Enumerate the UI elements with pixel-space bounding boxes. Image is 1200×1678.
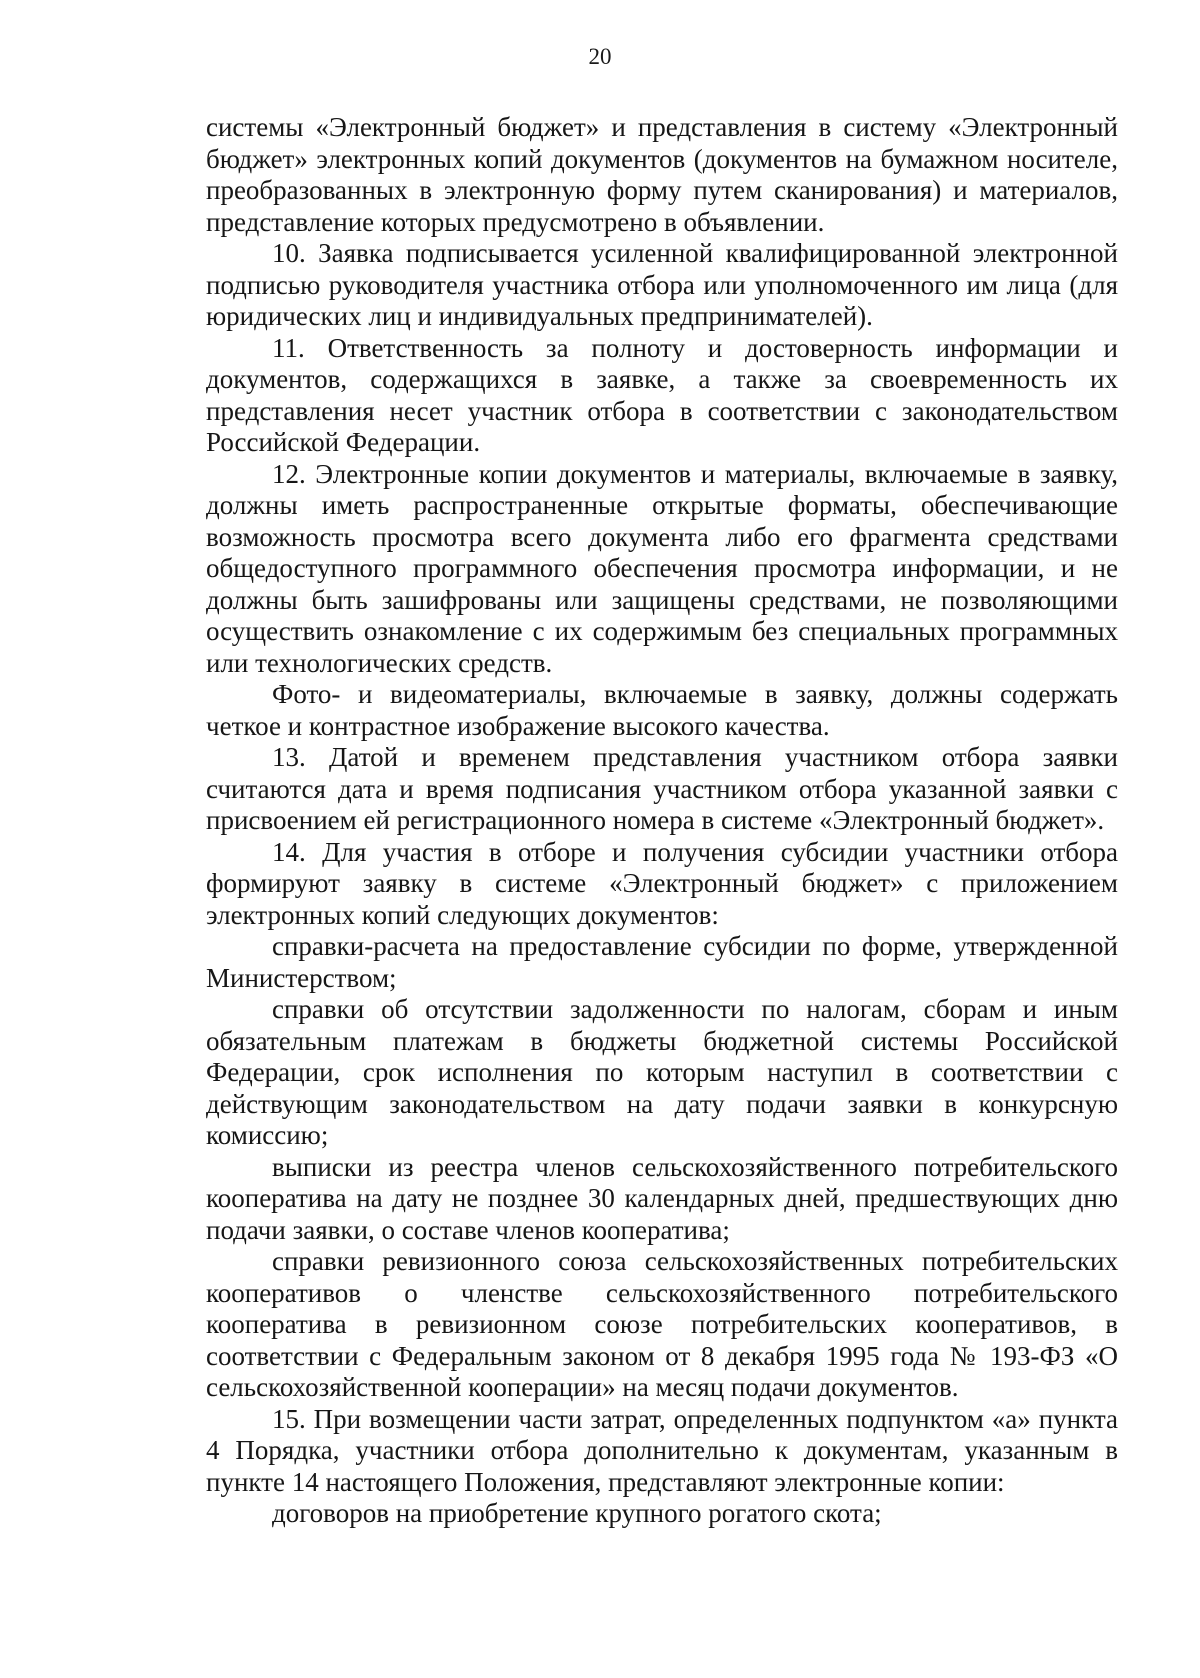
list-item-tax-certificate: справки об отсутствии задолженности по налогам, сборам и иным обязательным платежам в бюджеты бюджетной системы Российской Федерации, срок исполнения по которым наступил в соответствии с действующим законодательством на дату подачи заявки в конкурсную комиссию;	[206, 994, 1118, 1150]
paragraph-12: 12. Электронные копии документов и материалы, включаемые в заявку, должны иметь распространенные открытые форматы, обеспечивающие возможность просмотра всего документа либо его фрагмента средствами общедоступного программного обеспечения просмотра информации, и не должны быть зашифрованы или защищены средствами, не позволяющими осуществить ознакомление с их содержимым без специальных программных или технологических средств.	[206, 458, 1118, 678]
page-number: 20	[588, 44, 612, 69]
list-item-audit-union-certificate: справки ревизионного союза сельскохозяйственных потребительских кооперативов о членстве сельскохозяйственного потребительского кооператива в ревизионном союзе потребительских кооперативов, в соответствии с Федеральным законом от 8 декабря 1995 года № 193-ФЗ «О сельскохозяйственной кооперации» на месяц подачи документов.	[206, 1246, 1118, 1402]
document-body	[206, 112, 1118, 1530]
list-item-calculation-certificate: справки-расчета на предоставление субсидии по форме, утвержденной Министерством;	[206, 931, 1118, 993]
paragraph-10: 10. Заявка подписывается усиленной квалифицированной электронной подписью руководителя участника отбора или уполномоченного им лица (для юридических лиц и индивидуальных предпринимателей).	[206, 238, 1118, 331]
list-item-cattle-contracts: договоров на приобретение крупного рогатого скота;	[272, 1498, 882, 1528]
paragraph-13: 13. Датой и временем представления участником отбора заявки считаются дата и время подписания участником отбора указанной заявки с присвоением ей регистрационного номера в системе «Электронный бюджет».	[206, 742, 1118, 835]
paragraph-12-media: Фото- и видеоматериалы, включаемые в заявку, должны содержать четкое и контрастное изображение высокого качества.	[206, 679, 1118, 741]
paragraph-11: 11. Ответственность за полноту и достоверность информации и документов, содержащихся в заявке, а также за своевременность их представления несет участник отбора в соответствии с законодательством Российской Федерации.	[206, 332, 1118, 457]
list-item-member-register-extract: выписки из реестра членов сельскохозяйственного потребительского кооператива на дату не позднее 30 календарных дней, предшествующих дню подачи заявки, о составе членов кооператива;	[206, 1151, 1118, 1245]
paragraph-15: 15. При возмещении части затрат, определенных подпунктом «а» пункта 4 Порядка, участники отбора дополнительно к документам, указанным в пункте 14 настоящего Положения, представляют электронные копии:	[206, 1403, 1118, 1497]
paragraph-14: 14. Для участия в отборе и получения субсидии участники отбора формируют заявку в системе «Электронный бюджет» с приложением электронных копий следующих документов:	[206, 836, 1118, 930]
paragraph-continuation: системы «Электронный бюджет» и представления в систему «Электронный бюджет» электронных копий документов (документов на бумажном носителе, преобразованных в электронную форму путем сканирования) и материалов, представление которых предусмотрено в объявлении.	[206, 112, 1118, 237]
